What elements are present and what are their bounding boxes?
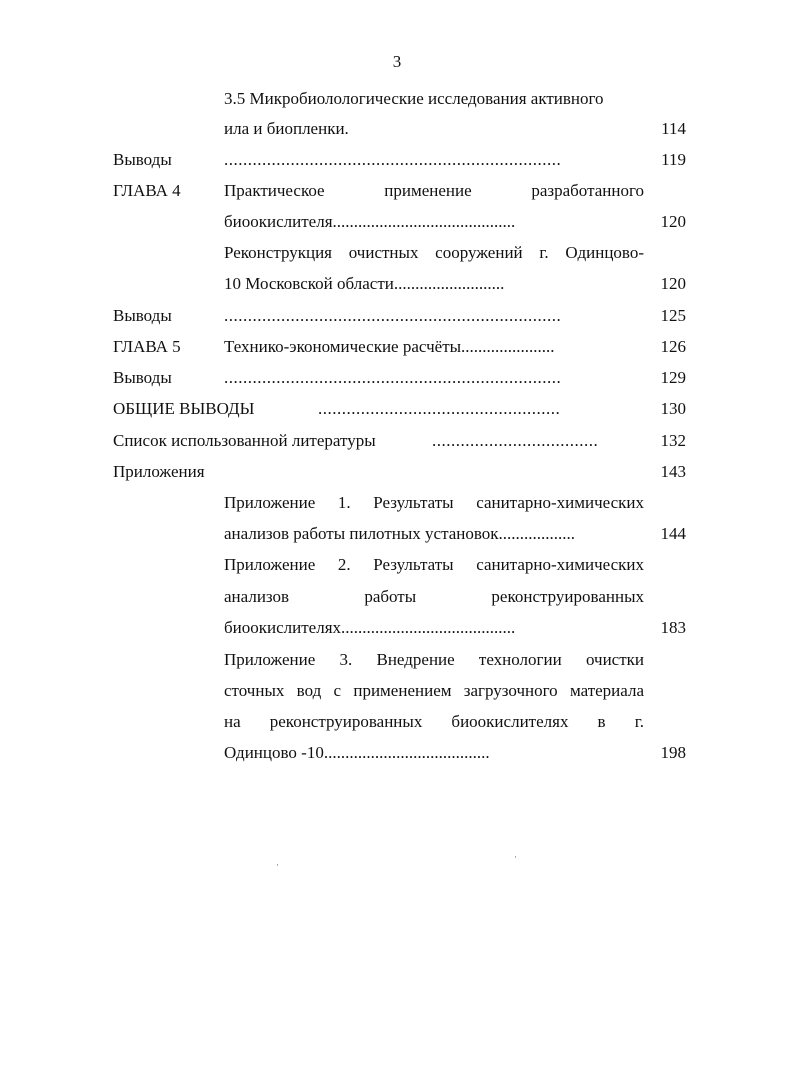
toc-general-conclusions-page: 130: [660, 399, 686, 418]
toc-general-conclusions-label: ОБЩИЕ ВЫВОДЫ: [113, 399, 255, 418]
toc-chapter-4-label: ГЛАВА 4: [113, 181, 181, 200]
toc-appendices-page: 143: [660, 462, 686, 481]
toc-reconstruction-line2: 10 Московской области..........................: [224, 274, 505, 293]
toc-appendix-3-page: 198: [660, 743, 686, 762]
toc-appendices-label: Приложения: [113, 462, 205, 481]
toc-reconstruction-line1: Реконструкция очистных сооружений г. Одинцово-: [224, 243, 644, 262]
toc-conclusions-2-label: Выводы: [113, 306, 172, 325]
toc-conclusions-1-page: 119: [661, 150, 686, 169]
toc-conclusions-3-page: 129: [660, 368, 686, 387]
toc-appendix-1-page: 144: [660, 524, 686, 543]
toc-entry-3-5-line1: 3.5 Микробиолологические исследования активного: [224, 89, 604, 108]
page-number: 3: [392, 52, 402, 71]
toc-chapter-4-line1: Практическое применение разработанного: [224, 181, 644, 200]
toc-appendix-3-line4: Одинцово -10.......................................: [224, 743, 490, 762]
toc-references-page: 132: [660, 431, 686, 450]
toc-appendix-2-line1: Приложение 2. Результаты санитарно-химических: [224, 555, 644, 574]
toc-appendix-1-line2: анализов работы пилотных установок..................: [224, 524, 576, 543]
toc-reconstruction-page: 120: [660, 274, 686, 293]
toc-entry-3-5-line2: ила и биопленки.: [224, 119, 349, 138]
toc-appendix-2-page: 183: [660, 618, 686, 637]
toc-chapter-4-line2: биоокислителя...........................................: [224, 212, 516, 231]
toc-appendix-1-line1: Приложение 1. Результаты санитарно-химических: [224, 493, 644, 512]
toc-conclusions-1-dots: .......................................................................: [224, 150, 562, 169]
toc-appendix-3-line2: сточных вод с применением загрузочного материала: [224, 681, 644, 700]
toc-conclusions-3-label: Выводы: [113, 368, 172, 387]
toc-chapter-5-text: Технико-экономические расчёты......................: [224, 337, 555, 356]
toc-appendix-2-line3: биоокислителях.........................................: [224, 618, 516, 637]
toc-conclusions-2-dots: .......................................................................: [224, 306, 562, 325]
toc-appendix-3-line3: на реконструированных биоокислителях в г.: [224, 712, 644, 731]
toc-references-label: Список использованной литературы: [113, 431, 376, 450]
toc-general-conclusions-dots: ...................................................: [318, 399, 561, 418]
toc-conclusions-3-dots: .......................................................................: [224, 368, 562, 387]
toc-appendix-3-line1: Приложение 3. Внедрение технологии очистки: [224, 650, 644, 669]
toc-appendix-2-line2: анализов работы реконструированных: [224, 587, 644, 606]
toc-references-dots: ...................................: [432, 431, 599, 450]
toc-conclusions-2-page: 125: [660, 306, 686, 325]
toc-conclusions-1-label: Выводы: [113, 150, 172, 169]
toc-chapter-4-page: 120: [660, 212, 686, 231]
scan-speck: ·: [514, 852, 517, 862]
toc-chapter-5-page: 126: [660, 337, 686, 356]
toc-chapter-5-label: ГЛАВА 5: [113, 337, 181, 356]
scan-speck: ·: [276, 860, 279, 870]
toc-entry-3-5-page: 114: [661, 119, 686, 138]
